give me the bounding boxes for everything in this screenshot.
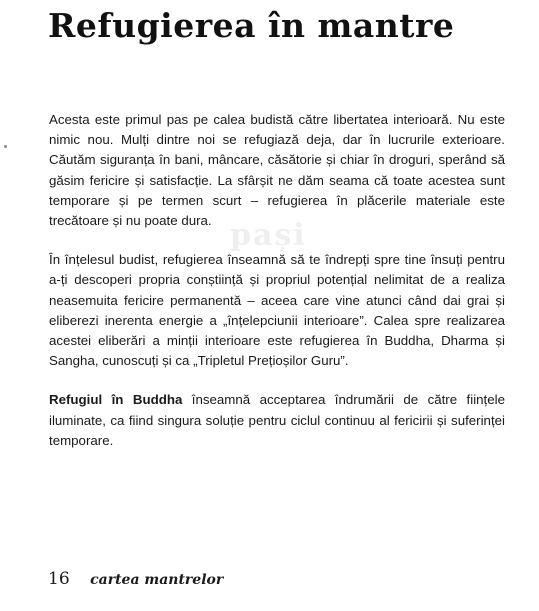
scan-speck [4, 145, 7, 148]
paragraph-3 [49, 390, 505, 451]
paragraph-1: Acesta este primul pas pe calea budistă către libertatea interioară. Nu este nimic nou. Mulți dintre noi se refugiază deja, dar în lucrurile exterioare. Căutăm siguranța în bani, mâncare, căsătorie și chiar în droguri, sperând să găsim fericire și satisfacție. La sfârșit ne dăm seama că toate acestea sunt temporare și pe termen scurt – refugierea în plăcerile materiale este trecătoare și nu poate dura. [49, 112, 505, 229]
book-title: cartea mantrelor [90, 572, 224, 588]
paragraph-3-lead: Refugiul în Buddha [49, 392, 183, 408]
body-text [49, 110, 505, 451]
faint-watermark: pași [230, 218, 307, 253]
page-footer [48, 569, 223, 589]
paragraph-3-rest: înseamnă acceptarea îndrumării de către ființele iluminate, ca fiind singura soluție pentru ciclul continuu al fericirii și suferinței temporare. [49, 392, 505, 448]
page-number: 16 [48, 569, 70, 589]
page-title: Refugierea în mantre [48, 6, 455, 45]
paragraph-2: În înțelesul budist, refugierea înseamnă să te îndrepți spre tine însuți pentru a-ți descoperi propria conștiință și propriul potențial nelimitat de a realiza neasemuita fericire permanentă – aceea care vine atunci când dai grai și eliberezi inerenta energie a „înțelepciunii interioare”. Calea spre realizarea acestei eliberări a minții interioare este refugierea în Buddha, Dharma și Sangha, cunoscuți și ca „Tripletul Prețioșilor Guru”. [49, 252, 505, 369]
